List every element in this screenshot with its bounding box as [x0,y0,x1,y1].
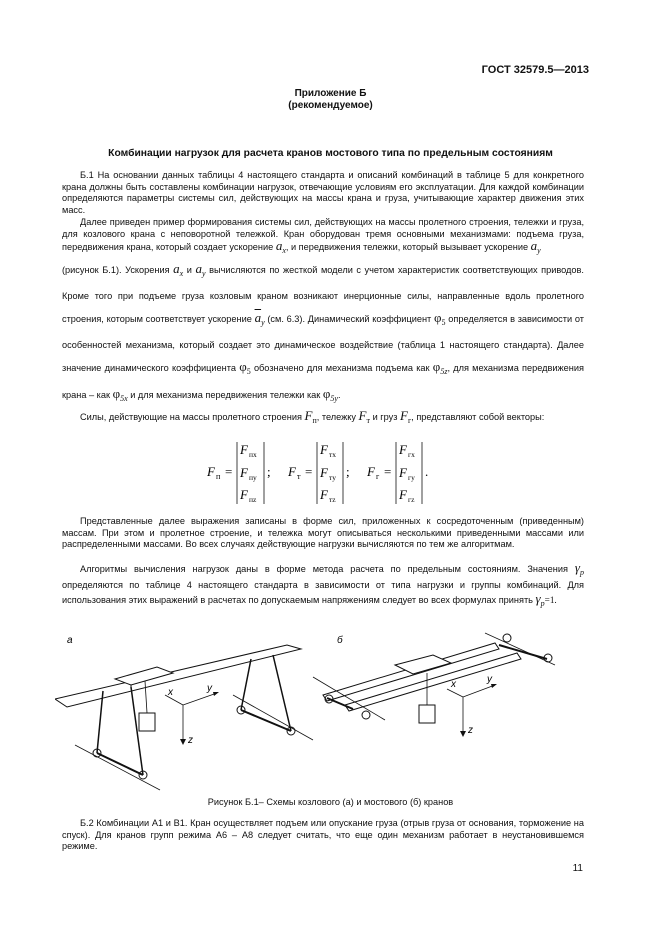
cell-fpz-sub: пz [249,495,257,504]
paragraph-b2-text: Б.2 Комбинации А1 и В1. Кран осуществляет подъем или опускание груза (отрыв груза от основания, торможение на спуск). Для кранов групп режима А6 – А8 следует считать, что еще один механизм работает в неустановившемся режиме. [62,818,584,851]
eq-f-p: F [207,464,215,479]
eq-f-t-sub: т [297,472,301,481]
cell-fgy: F [399,465,407,480]
cell-fgx: F [399,442,407,457]
axis-a-x-label: x [168,687,173,698]
eq-f-g: F [367,464,375,479]
cell-fgy-sub: гy [408,473,415,482]
rope-a [145,681,147,713]
eq-f-t: F [288,464,296,479]
cell-fpy: F [240,465,248,480]
accel-text: (рисунок Б.1). Ускорения ax и ay вычисляются по жесткой модели с учетом характеристик соответствующих приводов. Кроме того при подъеме груза козловым краном возникают инерционные силы, направленные вдоль пролетного строения, которым соответствует ускорение $\overline{a}y$ (см. 6.3). Динамический коэффициент φ5 определяется в зависимости от особенностей механизма, который создает это динамическое воздействие (таблица 1 настоящего стандарта). Далее значение динамического коэффициента φ5 обозначено для механизма подъема как φ5z, для механизма передвижения крана – как φ5x и для механизма передвижения тележки как φ5y. [62,261,584,403]
axis-b-z-label: z [468,725,473,736]
algorithms-text: Алгоритмы вычисления нагрузок даны в форме метода расчета по предельным состояниям. Значения γp определяются по таблице 4 настоящего стандарта в зависимости от типа нагрузки и группы комбинаций. Для использования этих выражений в расчетах по допускаемым напряжениям следует во всех формулах принять γp=1. [62,560,584,608]
cell-ftx: F [320,442,328,457]
cell-fpz: F [240,487,248,502]
crane-figure [55,625,595,795]
cell-fty: F [320,465,328,480]
eq-f-p-sub: п [216,472,221,481]
paragraph-masses [62,516,584,551]
vector-equations [195,438,455,508]
paragraph-accel [62,258,584,410]
eq-sign-2: = [305,464,313,479]
paragraph-vectors [62,409,584,427]
cell-ftz-sub: тz [329,495,336,504]
wheel-b3 [503,634,511,642]
runway-left [313,677,385,720]
leg-right-2 [273,655,291,731]
eq-sign-1: = [225,464,233,479]
leg-left-1 [97,691,103,753]
standard-number: ГОСТ 32579.5—2013 [481,64,589,76]
semi-2: ; [346,464,350,479]
forces-text: Далее приведен пример формирования системы сил, действующих на массы пролетного строения, тележки и груза, для козлового крана с неповоротной тележкой. Кран оборудован тремя основными механизмами: подъема груза, передвижения крана, который создает ускорение ax, и передвижения тележки, который вызывает ускорение ay [62,217,584,255]
appendix-title: Приложение Б [294,88,367,99]
cell-fpx-sub: пx [249,450,257,459]
cell-fpx: F [240,442,248,457]
cell-fty-sub: тy [329,473,337,482]
gantry-trolley [115,667,173,685]
axis-a-z-label: z [188,735,193,746]
dot-end: . [425,464,429,479]
cell-fgz: F [399,487,407,502]
leg-left-bottom [97,753,143,775]
vectors-text: Силы, действующие на массы пролетного строения Fп, тележку Fт и груз Fг, представляют собой векторы: [80,408,545,425]
end-truck-right [499,645,547,659]
masses-text: Представленные далее выражения записаны в форме сил, приложенных к сосредоточенным (приведенным) массам. При этом и пролетное строение, и тележка могут описываться несколькими приведенными массами или распределенными массами. Во всех случаях действующие нагрузки вычисляются по тем же алгоритмам. [62,516,584,549]
cell-fpy-sub: пy [249,473,257,482]
semi-1: ; [267,464,271,479]
paragraph-b2 [62,818,584,853]
eq-sign-3: = [384,464,392,479]
figure-label-b: б [337,635,343,646]
wheel-b2 [362,711,370,719]
axis-b-x [447,689,463,697]
cell-fgx-sub: гx [408,450,415,459]
rail-a-right [233,695,313,740]
figure-caption: Рисунок Б.1– Схемы козлового (а) и мостового (б) кранов [207,797,454,807]
content-title: Комбинации нагрузок для расчета кранов мостового типа по предельным состояниям [108,148,553,159]
rail-a-left [75,745,160,790]
paragraph-forces-intro [62,217,584,257]
load-b [419,705,435,723]
page-number: 11 [572,863,583,874]
axis-a-y-label: y [207,683,212,694]
eq-f-g-sub: г [376,472,380,481]
paragraph-b1 [62,170,584,216]
appendix-subtitle: (рекомендуемое) [288,100,373,111]
paragraph-algorithms [62,561,584,610]
axis-a-y [183,693,217,705]
paragraph-b1-text: Б.1 На основании данных таблицы 4 настоящего стандарта и описаний комбинаций в таблице 5 для конкретного крана должны быть составлены комбинации нагрузок, отвечающие условиям его эксплуатации. Для каждой комбинации определяются параметры системы сил, действующих на массы крана и груза, учитывающие характер движения этих масс. [62,170,584,215]
figure-label-a: а [67,635,73,646]
axis-b-y [463,685,495,697]
cell-fgz-sub: гz [408,495,415,504]
gantry-bridge [55,645,301,707]
load-a [139,713,155,731]
axis-b-y-label: y [487,674,492,685]
cell-ftz: F [320,487,328,502]
axis-b-x-label: x [451,679,456,690]
cell-ftx-sub: тx [329,450,337,459]
